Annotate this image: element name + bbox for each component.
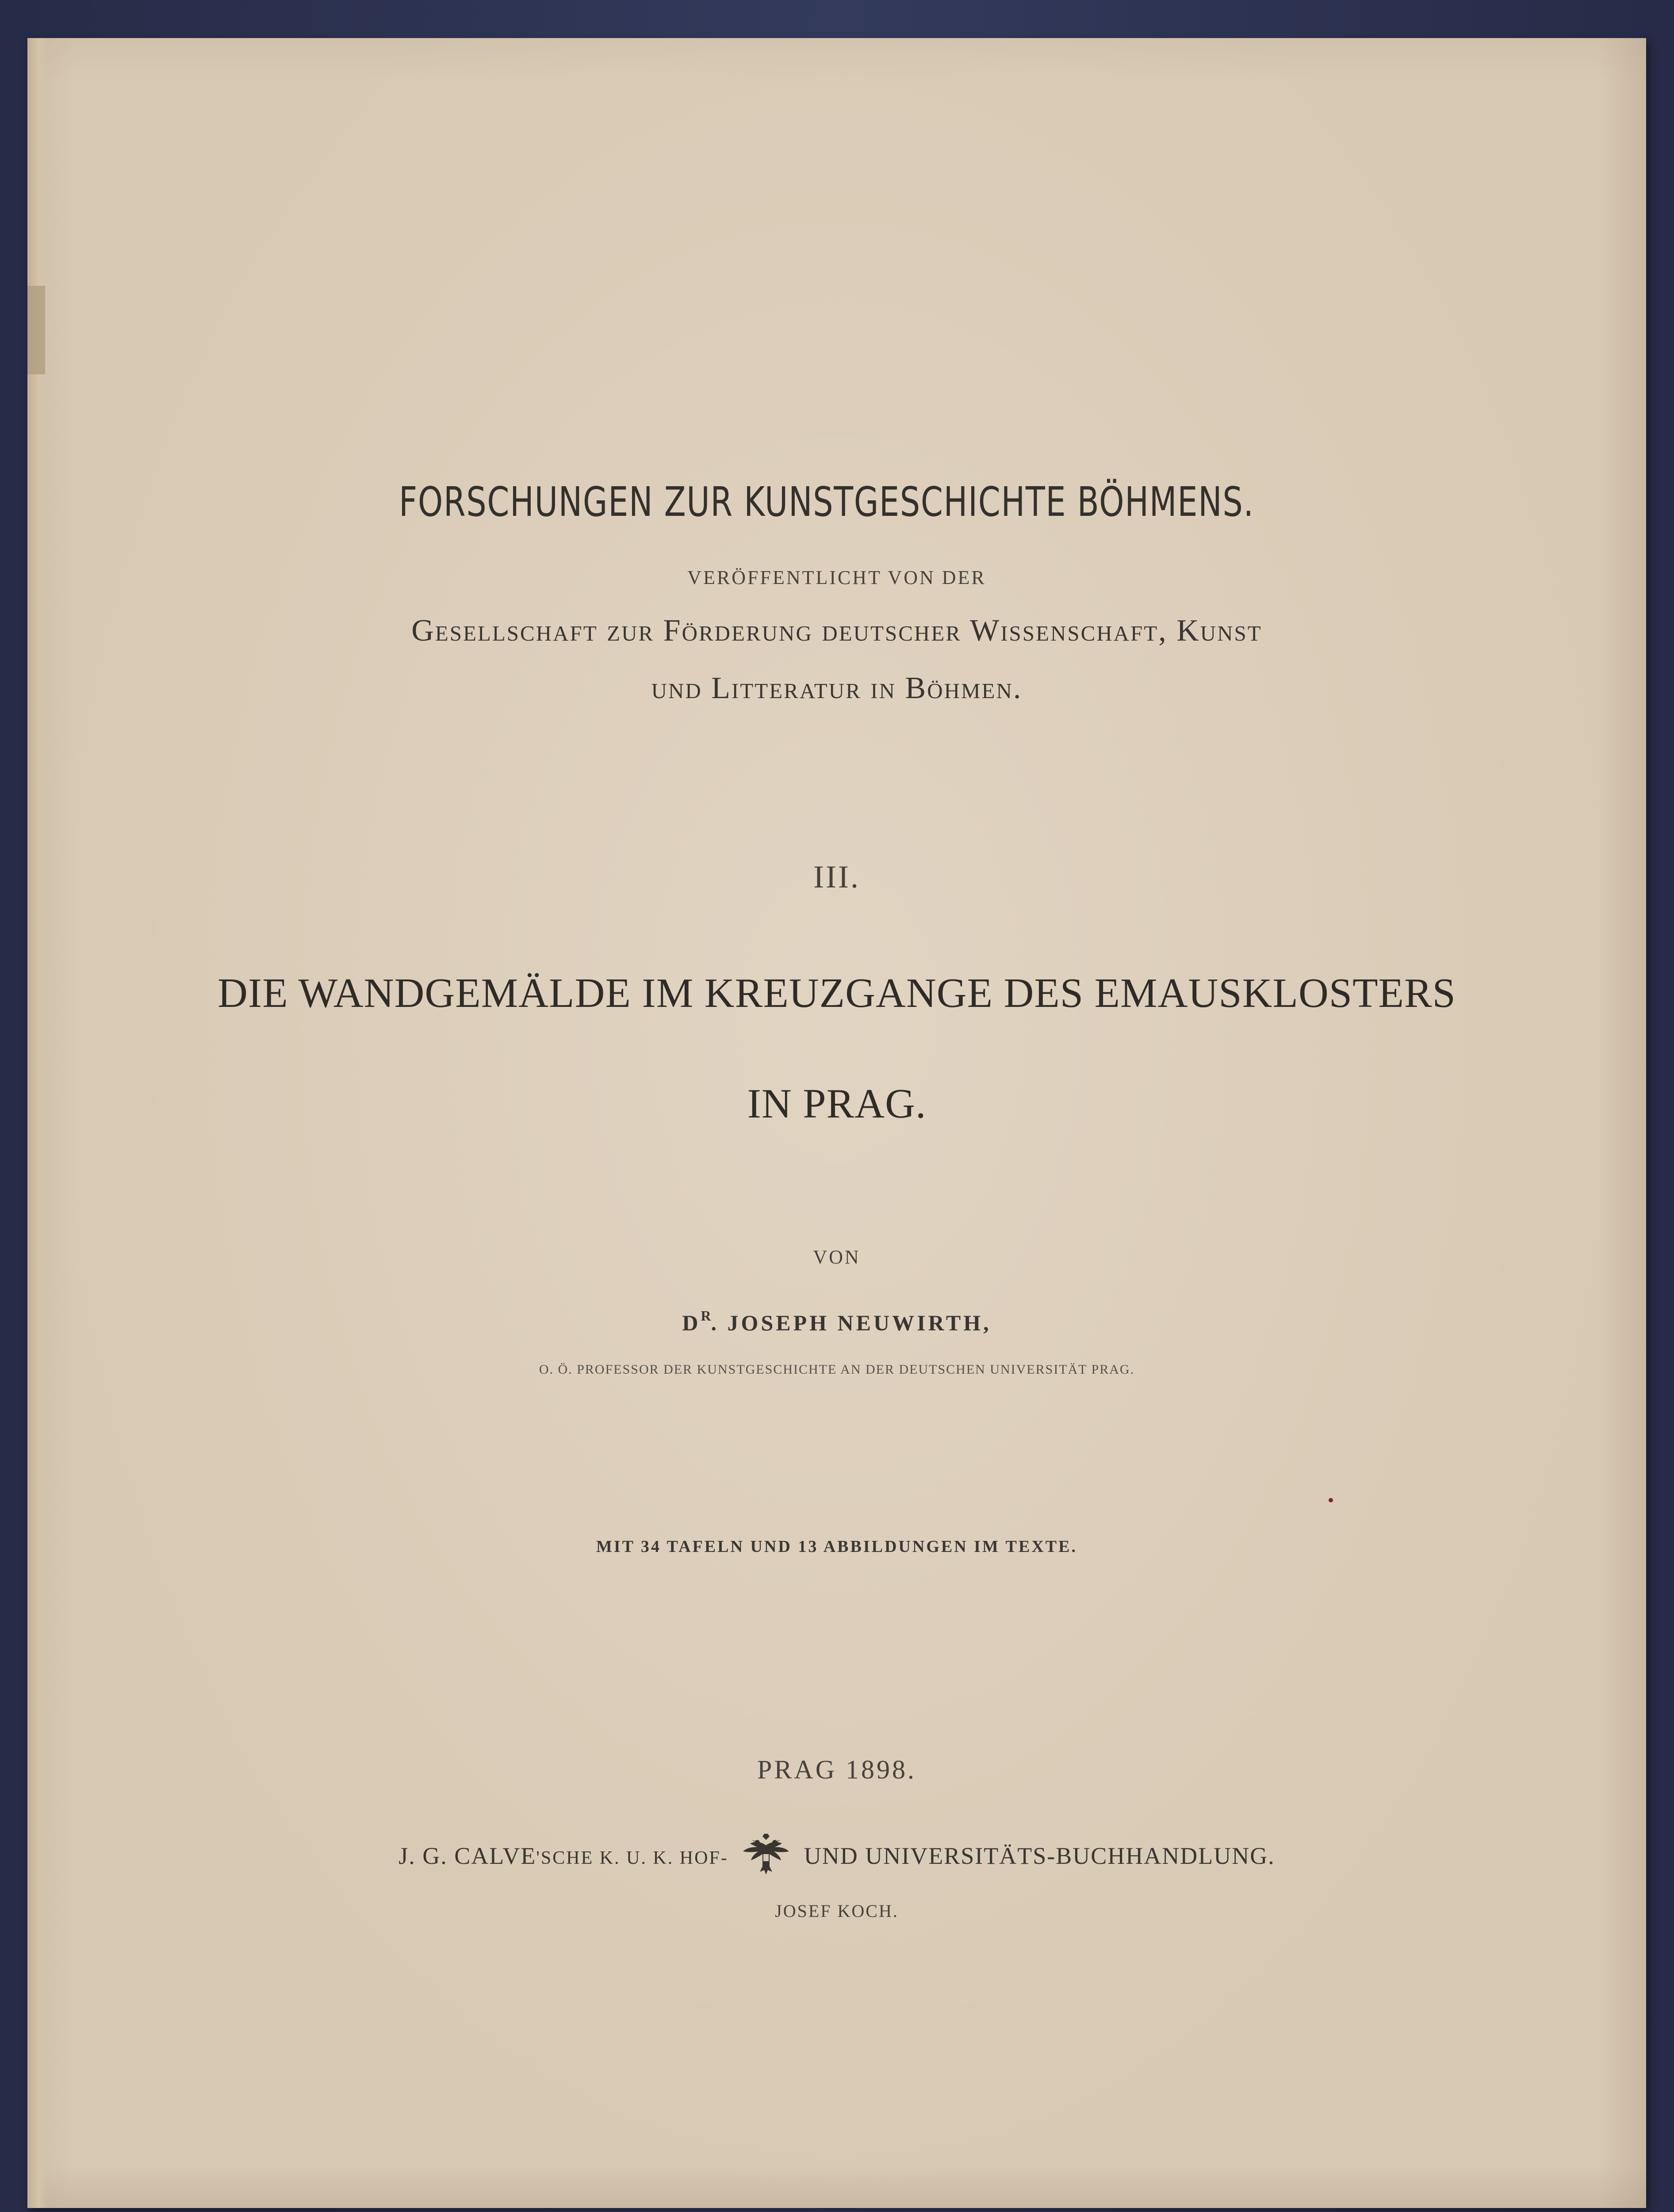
title-page — [27, 38, 1646, 2208]
society-name-line-1: Gesellschaft zur Förderung deutscher Wissenschaft, Kunst — [411, 614, 1262, 648]
volume-number: III. — [813, 859, 860, 895]
imprint-place-year: PRAG 1898. — [757, 1755, 917, 1784]
publisher-name-suffix: 'SCHE K. U. K. HOF- — [536, 1848, 728, 1868]
publisher-name-continued: UND UNIVERSITÄTS-BUCHHANDLUNG. — [804, 1843, 1275, 1869]
publisher-line — [27, 1832, 1646, 1876]
proprietor-name: JOSEF KOCH. — [775, 1901, 899, 1921]
author-prefix-superscript: R — [701, 1308, 711, 1324]
author-affiliation: O. Ö. PROFESSOR DER KUNSTGESCHICHTE AN DER DEUTSCHEN UNIVERSITÄT PRAG. — [539, 1362, 1135, 1377]
author-name-text: . JOSEPH NEUWIRTH, — [711, 1310, 992, 1335]
illustrations-note: MIT 34 TAFELN UND 13 ABBILDUNGEN IM TEXTE. — [596, 1537, 1077, 1556]
author-prefix: D — [682, 1310, 701, 1335]
by-line: VON — [813, 1246, 861, 1268]
book-title-line-2: IN PRAG. — [747, 1081, 927, 1127]
ink-speck — [1329, 1498, 1333, 1502]
published-by-line: VERÖFFENTLICHT VON DER — [687, 567, 986, 588]
society-name-line-2: und Litteratur in Böhmen. — [651, 671, 1023, 705]
author-name — [27, 1308, 1646, 1336]
publisher-name: J. G. CALVE — [398, 1843, 536, 1869]
double-headed-eagle-icon — [739, 1832, 793, 1876]
book-title-line-1: DIE WANDGEMÄLDE IM KREUZGANGE DES EMAUSKLOSTERS — [218, 970, 1456, 1016]
series-title: FORSCHUNGEN ZUR KUNSTGESCHICHTE BÖHMENS. — [398, 478, 1254, 526]
spine-tear — [27, 286, 45, 374]
